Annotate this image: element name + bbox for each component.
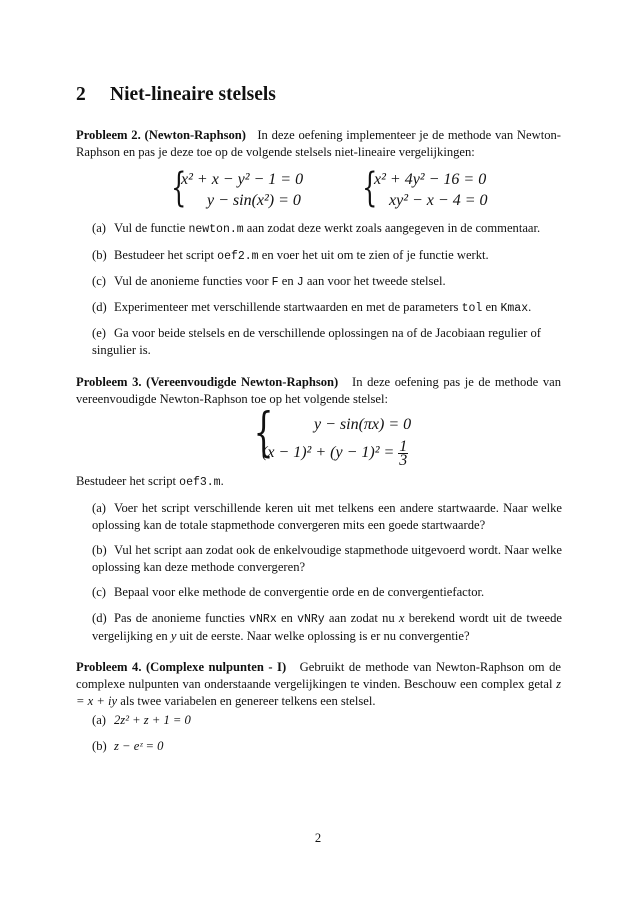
system-1-eq-2: y − sin(x²) = 0 (207, 192, 301, 209)
problem-3-item-c: (c) Bepaal voor elke methode de convergentie orde en de convergentiefactor. (92, 585, 485, 599)
problem-3-item-b: (b) Vul het script aan zodat ook de enkelvoudige stapmethode uitgevoerd wordt. Naar welke oplossing kan deze methode convergeren? (92, 543, 562, 574)
problem-4-heading: Probleem 4. (Complexe nulpunten - I) (76, 660, 287, 674)
problem-3-study-line: Bestudeer het script oef3.m. (76, 474, 224, 489)
page-number: 2 (314, 831, 322, 845)
problem-2-intro-text: In deze oefening implementeer je de methode van Newton-Raphson en pas je deze toe op de volgende stelsels niet-lineaire vergelijkingen: (76, 128, 561, 159)
problem-4-item-b: (b) z − eᶻ = 0 (92, 739, 164, 753)
system-1-eq-1: x² + x − y² − 1 = 0 (181, 171, 304, 188)
system-1-brace: { (171, 165, 187, 211)
problem-3-intro-text: In deze oefening pas je de methode van vereenvoudigde Newton-Raphson toe op het volgende stelsel: (76, 375, 562, 406)
problem-4-intro: Probleem 4. (Complexe nulpunten - I) Gebruikt de methode van Newton-Raphson om de complexe nulpunten van onderstaande vergelijkingen te vinden. Beschouw een complex getal z = x + iy als twee variabelen en genereer telkens een stelsel. (76, 660, 561, 708)
section-title (76, 84, 276, 106)
fraction-one-third: $\frac{1}{3}$ (399, 438, 408, 469)
problem-3-item-d: (d) Pas de anonieme functies vNRx en vNRy aan zodat nu x berekend wordt uit de tweede vergelijking en y uit de eerste. Naar welke oplossing is er nu convergentie? (92, 611, 563, 643)
problem-3-intro (76, 374, 561, 408)
problem-4-item-a: (a) 2z² + z + 1 = 0 (92, 713, 191, 727)
problem-2-item-b: (b) Bestudeer het script oef2.m en voer het uit om te zien of je functie werkt. (92, 248, 489, 263)
system-3-eq-1: y − sin(πx) = 0 (314, 416, 412, 433)
system-2-eq-2: xy² − x − 4 = 0 (389, 192, 488, 209)
problem-3-heading: Probleem 3. (Vereenvoudigde Newton-Raphson) (76, 375, 339, 389)
problem-3-item-a: (a) Voer het script verschillende keren uit met telkens een andere startwaarde. Naar welke oplossing kan de totale stapmethode convergeren mits een goede startwaarde? (92, 501, 562, 532)
problem-2-item-c: (c) Vul de anonieme functies voor F en J aan voor het tweede stelsel. (92, 274, 446, 289)
system-2-brace: { (362, 165, 378, 211)
system-3-eq-2: (x − 1)² + (y − 1)² = $\frac{1}{3}$ (262, 438, 408, 469)
problem-2-item-d: (d) Experimenteer met verschillende startwaarden en met de parameters tol en Kmax. (92, 300, 532, 315)
system-3-brace: { (253, 403, 274, 463)
problem-2-intro (76, 127, 561, 161)
problem-2-heading: Probleem 2. (Newton-Raphson) (76, 128, 246, 142)
section-title-text: Niet-lineaire stelsels (110, 84, 276, 105)
section-number: 2 (76, 84, 86, 105)
problem-2-item-a: (a) Vul de functie newton.m aan zodat deze werkt zoals aangegeven in de commentaar. (92, 221, 541, 236)
problem-2-item-e: (e) Ga voor beide stelsels en de verschillende oplossingen na of de Jacobiaan regulier of singulier is. (92, 326, 541, 357)
system-2-eq-1: x² + 4y² − 16 = 0 (374, 171, 487, 188)
